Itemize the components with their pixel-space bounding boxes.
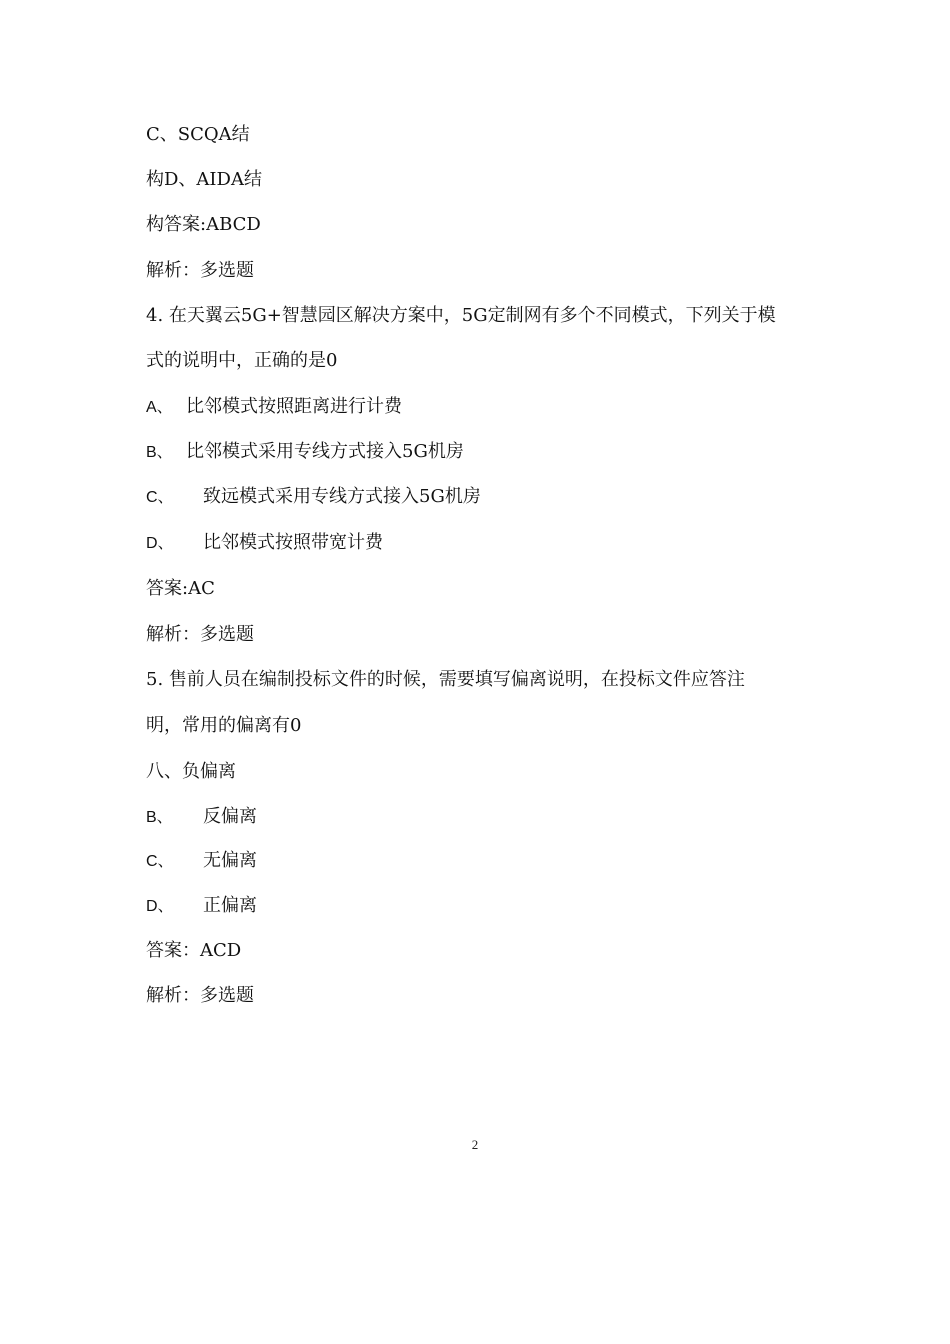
question-line: 5. 售前人员在编制投标文件的时候，需要填写偏离说明，在投标文件应答注 [146,669,745,690]
option-text: 致远模式采用专线方式接入5G机房 [203,486,481,507]
option-text: 正偏离 [203,895,257,916]
analysis-line: 解析：多选题 [146,985,254,1006]
option-text: 反偏离 [203,806,257,827]
option-line [146,894,257,919]
question-line: 4. 在天翼云5G+智慧园区解决方案中，5G定制网有多个不同模式，下列关于模 [146,305,776,326]
option-text: 比邻模式采用专线方式接入5G机房 [186,441,464,462]
answer-line: 答案：ACD [146,940,242,961]
answer-line: 答案:AC [146,578,215,599]
analysis-line: 解析：多选题 [146,624,254,645]
option-label: A、 [146,399,173,416]
text-line: 构答案:ABCD [146,214,261,235]
text-line: C、SCQA结 [146,124,250,145]
option-line [146,531,383,556]
option-line [146,849,257,874]
option-text: 比邻模式按照带宽计费 [203,532,383,553]
question-line: 明，常用的偏离有0 [146,715,302,736]
question-line: 式的说明中，正确的是0 [146,350,338,371]
text-line: 构D、AIDA结 [146,169,262,190]
option-line [146,440,464,465]
option-label: C、 [146,489,174,506]
option-label: D、 [146,535,174,552]
option-text: 无偏离 [203,850,257,871]
option-label: D、 [146,898,174,915]
option-label: B、 [146,444,173,461]
text-line: 解析：多选题 [146,260,254,281]
option-line: 八、负偏离 [146,761,236,782]
option-line [146,805,257,830]
option-line [146,485,481,510]
option-line [146,395,402,420]
option-label: C、 [146,853,174,870]
option-label: B、 [146,809,173,826]
page-number: 2 [471,1137,479,1152]
option-text: 比邻模式按照距离进行计费 [186,396,402,417]
